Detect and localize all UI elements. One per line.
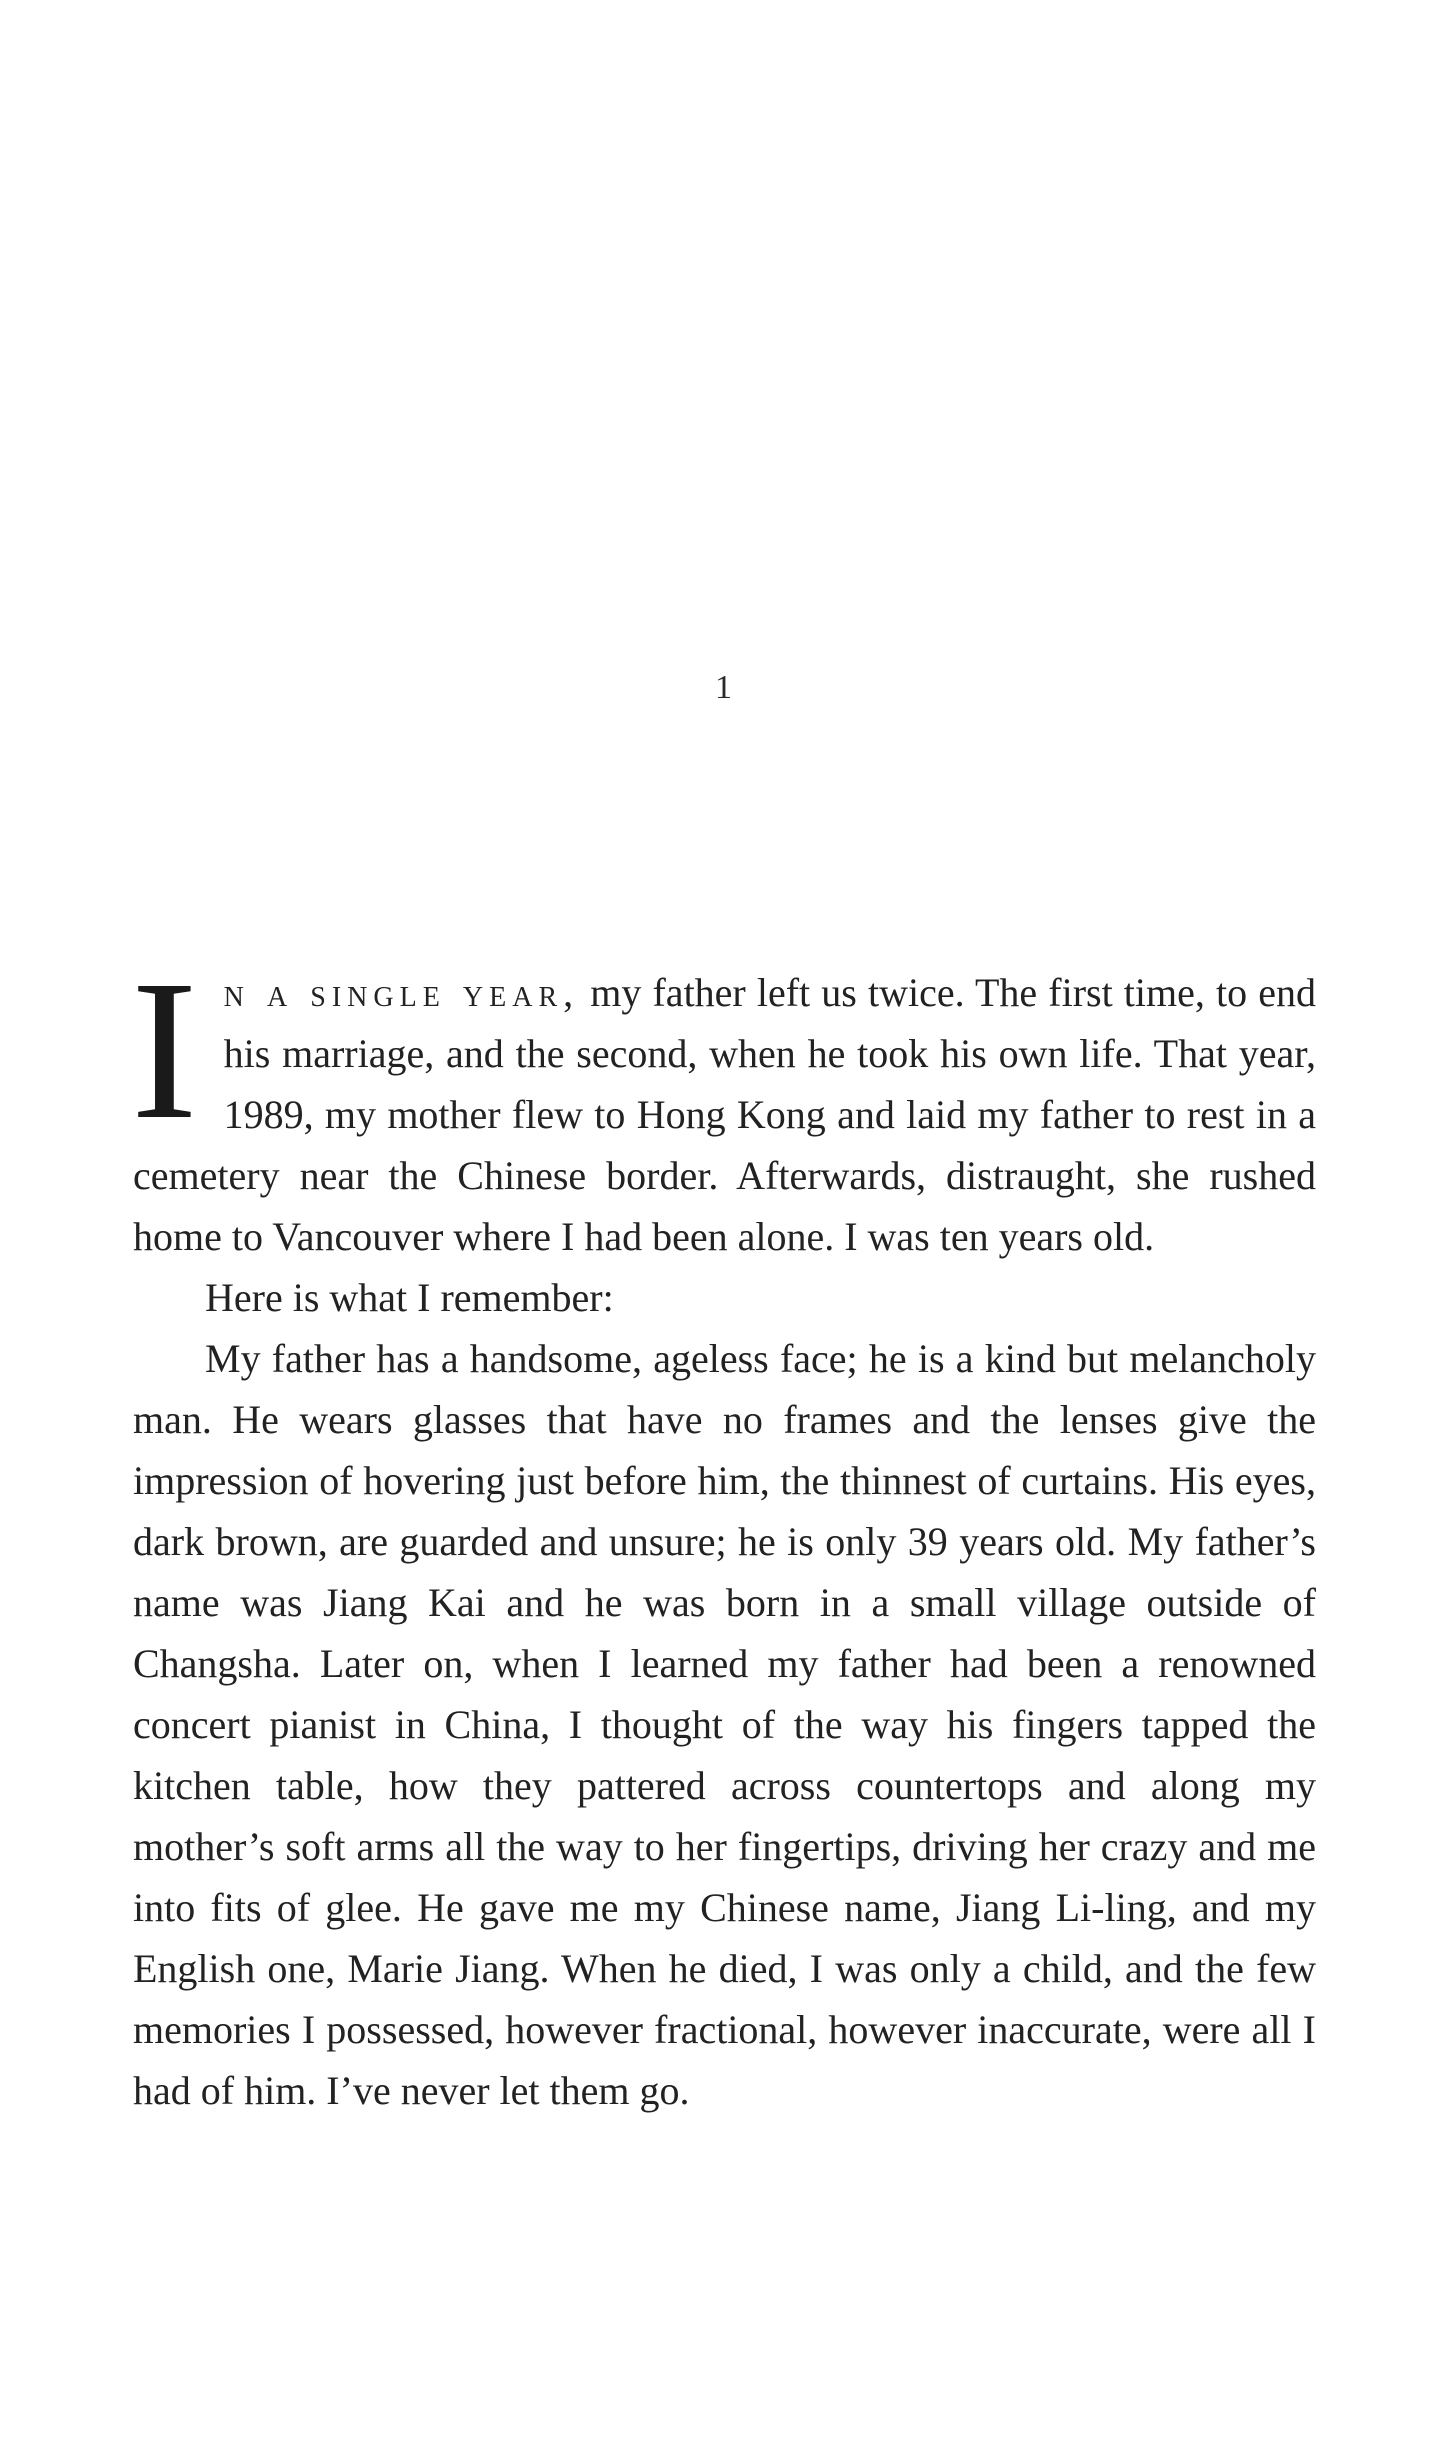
opening-text: my father left us twice. The first time, to end his marriage, and the second, when he took his own life. That year, 1989, my mother flew to Hong Kong and laid my father to rest in a cemetery near the Chinese border. Afterwards, distraught, she rushed home to Vancouver where I had been alone. I was ten years old. bbox=[133, 970, 1316, 1259]
drop-cap: I bbox=[131, 940, 198, 1161]
paragraph: Here is what I remember: bbox=[205, 1275, 614, 1320]
chapter-body bbox=[131, 940, 1316, 2121]
opening-paragraph bbox=[131, 940, 1316, 1267]
chapter-number: 1 bbox=[715, 669, 732, 706]
paragraph: My father has a handsome, ageless face; he is a kind but melancholy man. He wears glasses that have no frames and the lenses give the impression of hovering just before him, the thinnest of curtains. His eyes, dark brown, are guarded and unsure; he is only 39 years old. My father’s name was Jiang Kai and he was born in a small village outside of Changsha. Later on, when I learned my father had been a renowned concert pianist in China, I thought of the way his fingers tapped the kitchen table, how they pattered across countertops and along my mother’s soft arms all the way to her fingertips, driving her crazy and me into fits of glee. He gave me my Chinese name, Jiang Li-ling, and my English one, Marie Jiang. When he died, I was only a child, and the few memories I possessed, however fractional, however inaccurate, were all I had of him. I’ve never let them go. bbox=[133, 1336, 1316, 2113]
opening-small-caps: n a single year, bbox=[223, 970, 580, 1015]
